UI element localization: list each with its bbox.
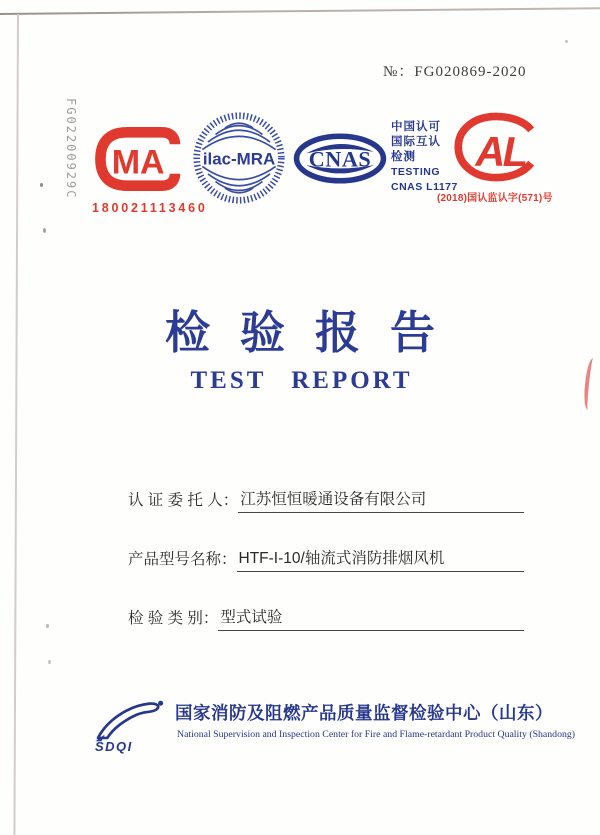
- report-number-label: №：: [383, 64, 415, 80]
- field-label: 检 验 类 别：: [128, 610, 219, 627]
- cal-letters: AL: [475, 128, 526, 175]
- side-barcode-text: FG02200929C: [64, 98, 78, 200]
- field-value: 型式试验: [218, 605, 524, 631]
- footer-institute-en: National Supervision and Inspection Center for Fire and Flame-retardant Product Quality (Shandong): [177, 729, 576, 740]
- cnas-logo-icon: [292, 130, 388, 192]
- field-value: HTF-I-10/轴流式消防排烟风机: [237, 546, 524, 572]
- scan-speck: [565, 40, 568, 43]
- cma-logo-icon: [94, 120, 186, 203]
- page-title-en: TEST REPORT: [190, 367, 413, 394]
- report-fields: [128, 487, 524, 664]
- report-number: [383, 60, 526, 81]
- cnas-line: TESTING: [391, 166, 441, 178]
- paper-left-edge: [13, 14, 18, 835]
- field-row-test-type: [128, 605, 524, 631]
- cnas-accreditation-text: [391, 120, 458, 195]
- cma-license-number: 180021113460: [92, 201, 208, 215]
- field-row-applicant: [128, 487, 524, 513]
- field-label: 产品型号名称：: [128, 551, 237, 568]
- cnas-line: 中国认可: [391, 121, 441, 133]
- sdqi-logo-text: SDQI: [95, 739, 133, 754]
- cal-approval-number: (2018)国认监认字(571)号: [437, 193, 553, 204]
- report-number-value: FG020869-2020: [414, 64, 527, 80]
- cal-logo-icon: [452, 111, 542, 188]
- paper-top-edge: [0, 7, 600, 15]
- scan-speck: [43, 228, 46, 233]
- cnas-line: CNAS L1177: [391, 181, 458, 193]
- scan-speck: [46, 624, 49, 628]
- cma-letters: MA: [111, 143, 165, 182]
- ilac-mra-logo-icon: [192, 111, 286, 210]
- page-title-zh: 检验报告: [164, 307, 465, 358]
- field-value: 江苏恒恒暖通设备有限公司: [238, 487, 524, 513]
- scan-speck: [48, 660, 51, 664]
- field-label: 认 证 委 托 人：: [128, 492, 239, 509]
- cnas-line: 国际互认: [391, 136, 441, 148]
- scan-speck: [40, 183, 43, 187]
- field-row-product-model: [128, 546, 524, 572]
- footer-institute-zh: 国家消防及阻燃产品质量监督检验中心（山东）: [175, 703, 553, 723]
- cnas-line: 检测: [391, 151, 416, 163]
- ilac-mra-letters: ilac-MRA: [202, 149, 276, 169]
- cnas-letters: CNAS: [308, 146, 372, 172]
